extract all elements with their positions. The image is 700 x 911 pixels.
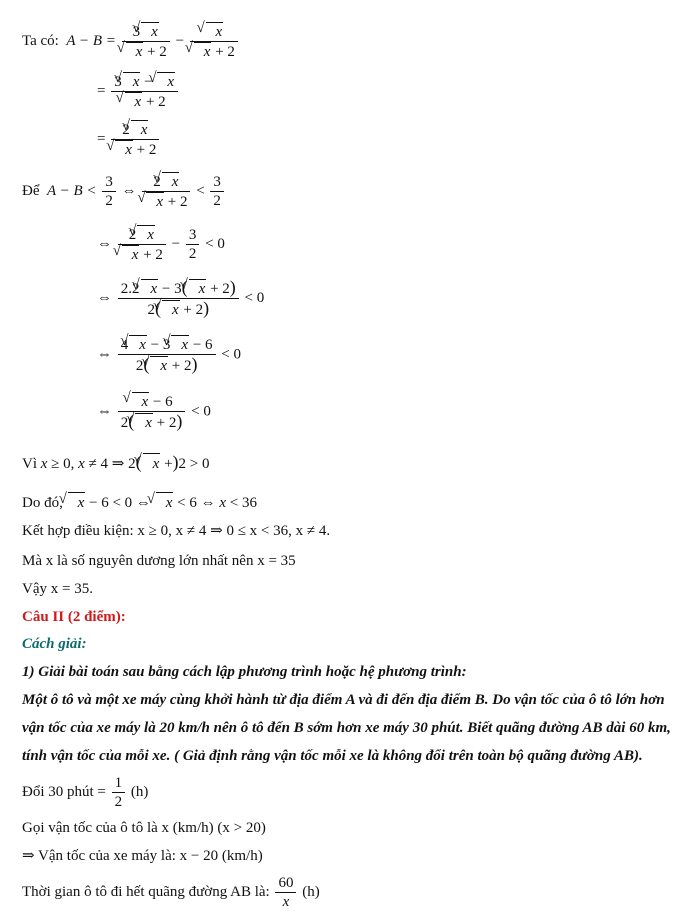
problem-heading: 1) Giải bài toán sau bằng cách lập phương trình hoặc hệ phương trình: (22, 664, 467, 680)
fraction: $\frac{1}{2}$ (112, 774, 126, 811)
equation-line-8: ⇔ √ $\frac{x - 6}{2(√ x + 2)}$ < 0 (97, 392, 211, 432)
fraction: $\frac{60}{x}$ (275, 874, 296, 911)
problem-text-line: vận tốc của xe máy là 20 km/h nên ô tô đến B sớm hơn xe máy 30 phút. Biết quãng đường AB dài 60 km, (22, 720, 671, 736)
statement-line-9: Vì x ≥ 0, x ≠ 4 ⇒ 2(√ x +)2 > 0 (22, 452, 210, 474)
equation-line-5: ⇔ 2√ x √ x + 2 − $\frac{3}{2}$ < 0 (97, 225, 225, 264)
equation-line-2: = 3√ x − √ x √ x + 2 (97, 72, 180, 111)
time-line: Thời gian ô tô đi hết quãng đường AB là: $\frac{60}{x}$ (h) (22, 875, 320, 910)
method-title: Cách giải: (22, 636, 87, 652)
statement-line-10: Do đó, √ x − 6 < 0 ⇔ √ x < 6 ⇔ x < 36 (22, 492, 257, 513)
let-speed-line: Gọi vận tốc của ô tô là x (km/h) (x > 20) (22, 820, 266, 836)
fraction: √ x √ x + 2 (190, 22, 238, 61)
statement-line-13: Vậy x = 35. (22, 581, 93, 597)
moto-speed-line: ⇒ Vận tốc của xe máy là: x − 20 (km/h) (22, 848, 263, 864)
problem-text-line: tính vận tốc của mỗi xe. ( Giả định rằng vận tốc mỗi xe là không đổi trên toàn bộ quãng đường AB). (22, 748, 643, 764)
equation-line-4: Để A − B < $\frac{3}{2}$ ⇔ 2√ x √ x + 2 < $\frac{3}{2}$ (22, 172, 226, 211)
problem-text-line: Một ô tô và một xe máy cùng khởi hành từ địa điểm A và đi đến địa điểm B. Do vận tốc của ô tô lớn hơn (22, 692, 665, 708)
section-title: Câu II (2 điểm): (22, 609, 126, 625)
equation-line-1: Ta có: A − B = 3√ x √ x + 2 − √ x √ x + 2 (22, 22, 240, 61)
equation-line-7: ⇔ $\frac{4√ x - 3√ x - 6}{2(√ x + 2)}$ < 0 (97, 335, 241, 375)
convert-line: Đổi 30 phút = $\frac{1}{2}$ (h) (22, 775, 149, 810)
fraction: 3√ x √ x + 2 (122, 22, 170, 61)
equation-line-6: ⇔ $\frac{2.2√ x - 3(√ x + 2)}{2(√ x + 2)}$ < 0 (97, 278, 264, 319)
statement-line-12: Mà x là số nguyên dương lớn nhất nên x = 35 (22, 553, 296, 569)
statement-line-11: Kết hợp điều kiện: x ≥ 0, x ≠ 4 ⇒ 0 ≤ x < 36, x ≠ 4. (22, 523, 331, 539)
equation-line-3: = 2√ x √ x + 2 (97, 120, 161, 159)
